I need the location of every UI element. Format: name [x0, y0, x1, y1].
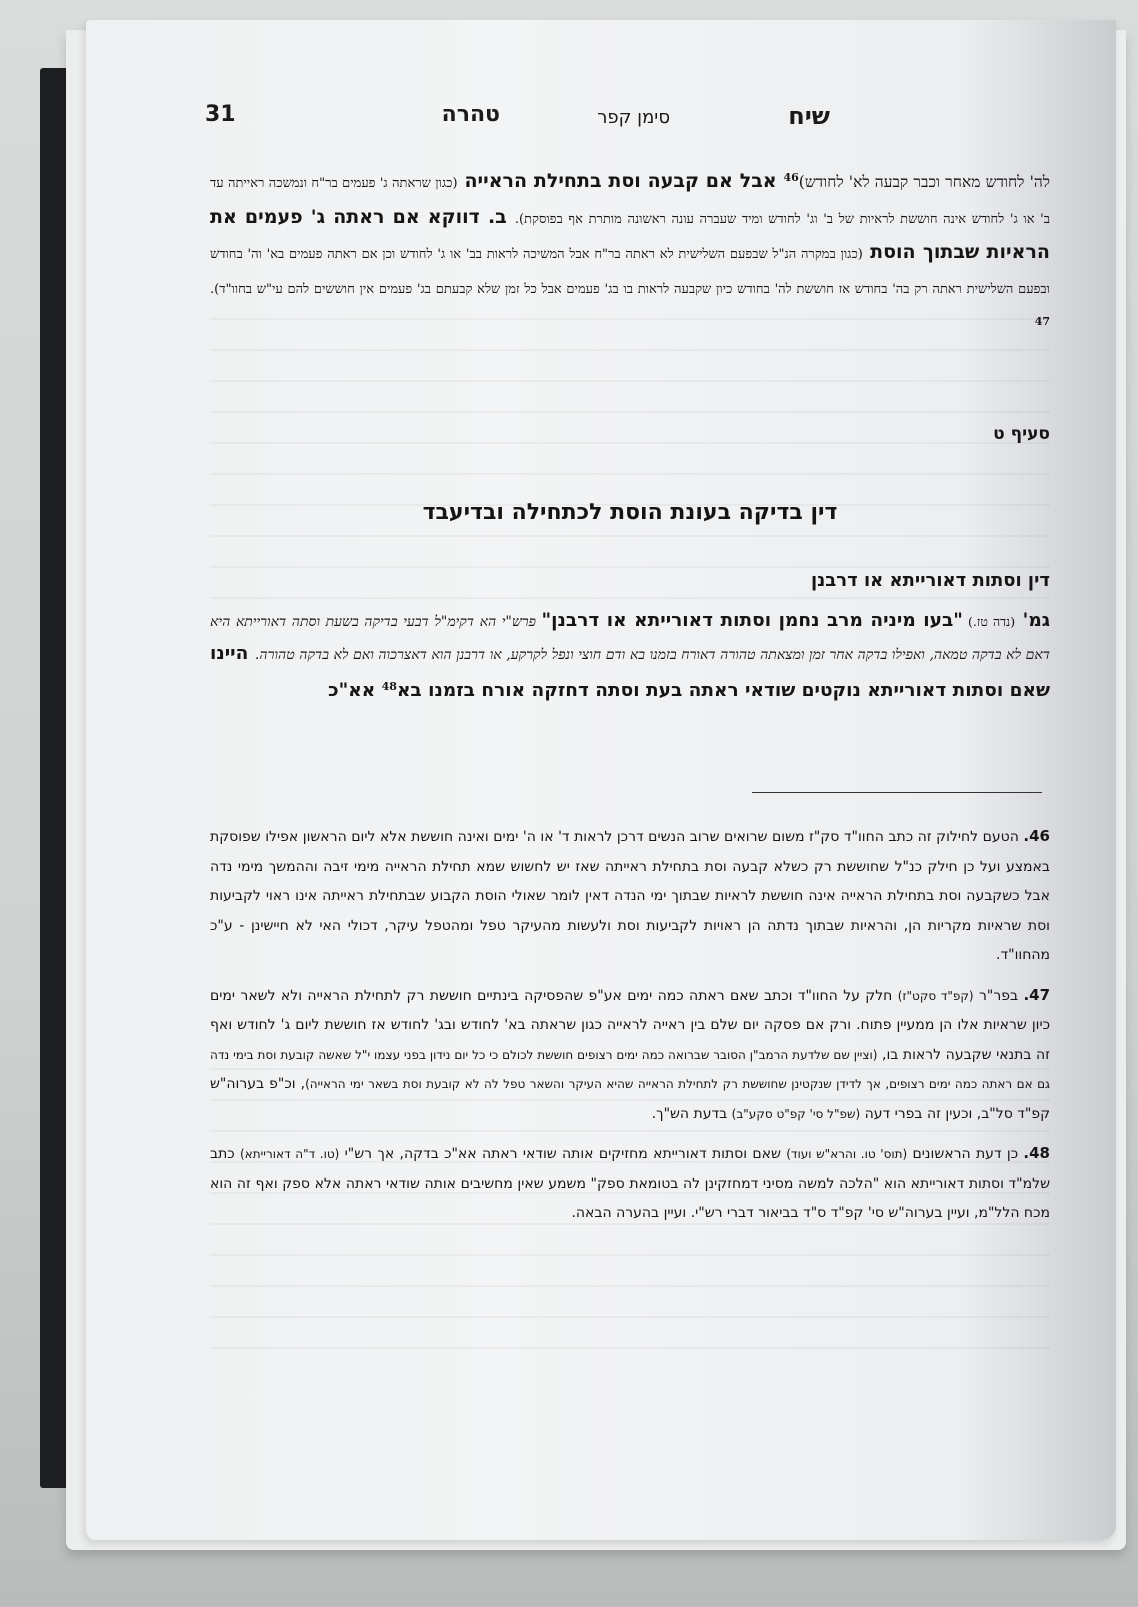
main-text — [210, 162, 1050, 343]
footnote-46 — [210, 822, 1050, 971]
footnote-ref-46[interactable]: 46 — [783, 171, 799, 184]
main-text-bold: ב. דווקא אם ראתה ג' פעמים את הראיות שבתוך הוסת — [210, 205, 1050, 264]
footnote-number: 48. — [1023, 1144, 1050, 1162]
footnote-text: כתב שלמ"ד וסתות דאורייתא הוא "הלכה למשה מסיני דמחזקינן לה בטומאת ספק" משמע שאין מחשיבים אותה שודאי ראתה אלא ספק ואף זה הוא מכח הלל"מ, ועיין בערוה"ש סי' קפ"ד ס"ד בביאור דברי רש"י. ועיין בהערה הבאה. — [210, 1146, 1050, 1221]
footnote-text: בדעת הש"ך. — [651, 1105, 732, 1122]
footnotes — [210, 822, 1050, 1239]
footnote-text: שאם וסתות דאורייתא מחזיקים אותה שודאי ראתה אא"כ בדקה, אך רש"י — [339, 1146, 787, 1162]
gemara-quote: "בעו מיניה מרב נחמן וסתות דאורייתא או דרבנן" — [541, 610, 963, 631]
page-number: 31 — [205, 102, 236, 127]
footnote-text: כן דעת הראשונים — [907, 1146, 1019, 1162]
hebrew-page-number: שיח — [788, 102, 830, 130]
seif-heading: סעיף ט — [993, 424, 1050, 444]
gemara-ref: (נדה טז.) — [962, 614, 1016, 629]
section-title: דין בדיקה בעונת הוסת לכתחילה ובדיעבד — [422, 500, 838, 525]
body-bold: אא"כ — [328, 680, 382, 702]
running-title: טהרה — [441, 102, 500, 127]
footnote-number: 46. — [1023, 827, 1050, 845]
rashi-text: פרש"י הא דקימ"ל דבעי בדיקה בשעת וסתה דאורייתא היא דאם לא בדקה טמאה, ואפילו בדקה אחר זמן ומצאתה טהורה דאורח בזמנו בא ודם חוצי ונפל לקרקע, או דרבנן הוא דאצרכוה ואם לא בדקה טהורה. — [210, 614, 1051, 663]
siman-label: סימן קפר — [597, 107, 670, 128]
footnote-text: הטעם לחילוק זה כתב החוו"ד סק"ז משום שרואים שרוב הנשים דרכן לראות ד' או ה' ימים ואינה חוששת אלא ליום הראשון אפילו שפוסקת באמצע ועל כן חילק כנ"ל שחוששת רק כשלא קבעה וסת בתחילת ראייתה שאז יש לחשוש שמא תחילת הראייה מימי זיבה וההמשך מימי נדה אבל כשקבעה וסת בתחילת הראייה אינה חוששת לראיות שבתוך ימי הנדה דאין לומר שאולי הוסת הקבוע שבתחילת ראייתה אינו ראוי לקביעות וסת שראיות מקריות הן, והראיות שבתוך נדתה הן ראויות לקביעות וסת ולעשות מהעיקר טפל ומהטפל עיקר, דכולי האי לא חיישינן - ע"כ מהחוו"ד. — [210, 829, 1050, 963]
body-bold: היינו שאם וסתות דאורייתא נוקטים שודאי ראתה בעת וסתה דחזקה אורח בזמנו בא — [210, 643, 1050, 702]
main-text-run: לה' לחודש מאחר וכבר קבעה לא' לחודש) — [798, 173, 1051, 192]
footnote-ref-47[interactable]: 47 — [1034, 315, 1050, 329]
sub-heading: דין וסתות דאורייתא או דרבנן — [810, 570, 1050, 591]
footnote-text: חלק על החוו"ד וכתב שאם ראתה כמה ימים אע"פ שהפסיקה בינתיים חוששת רק לתחילת הראייה ולא לשאר ימים כיון שראיות אלו הן ממעיין פתוח. ורק אם פסקה יום שלם בין ראייה לראייה כגון שראתה בא' לחודש ובג' לחודש אז חוששת ליום ג' לחודש ואף זה בתנאי שקבעה לראות בו, — [210, 987, 1050, 1063]
footnote-ref: (וציין שם שלדעת הרמב"ן הסובר שברואה כמה ימים רצופים חוששת לכולם כי כל יום נידון בפני עצמו י"ל שאשה קובעת וסת בימי נדה גם אם ראתה כמה ימים רצופים, אך לדידן שנקטינן שחוששת רק לתחילת הראייה שהיא העיקר והשאר טפל לה לא קובעת וסת בשאר ימי הראייה) — [210, 1047, 1050, 1091]
footnote-ref: (קפ"ד סקט"ז) — [897, 988, 974, 1003]
main-text-bold: אבל אם קבעה וסת בתחילת הראייה — [457, 170, 784, 193]
footnote-text: , וכ"פ בערוה"ש קפ"ד סל"ב, וכעין זה בפרי דעה — [210, 1076, 1050, 1122]
footnote-separator — [752, 792, 1042, 793]
show-through-text — [210, 300, 1050, 600]
footnote-text: בפר"ר — [973, 987, 1019, 1004]
footnote-48 — [210, 1139, 1050, 1229]
main-text-paren: (כגון שראתה ג' פעמים בר"ח ונמשכה ראייתה עד ב' או ג' לחודש אינה חוששת לראיות של ב' וג' לחודש ומיד שעברה עונה ראשונה מותרת אף בפוסקת). — [210, 176, 1050, 227]
main-text-paren: (כגון במקרה הנ"ל שבפעם השלישית לא ראתה בר"ח אבל המשיכה לראות בב' או ג' לחודש וכן אם ראתה פעמים בא' וה' בחודש ובפעם השלישית ראתה רק בה' בחודש אז חוששת לה' בחודש כיון שקבעה לראות בו בג' פעמים אבל כל זמן שלא קבעתם בג' פעמים אין חוששים להם עי"ש בחוו"ד). — [210, 247, 1050, 297]
footnote-ref: (שפ"ל סי' קפ"ט סקע"ב) — [731, 1106, 861, 1121]
footnote-ref: (תוס' טו. והרא"ש ועוד) — [786, 1147, 908, 1161]
body-text — [210, 605, 1050, 707]
gemara-label: גמ' — [1015, 610, 1050, 631]
running-head — [205, 102, 830, 138]
footnote-ref-48[interactable]: 48 — [381, 680, 397, 693]
footnote-47 — [210, 981, 1050, 1130]
footnote-ref: (טו. ד"ה דאורייתא) — [240, 1147, 340, 1161]
footnote-number: 47. — [1023, 985, 1051, 1004]
